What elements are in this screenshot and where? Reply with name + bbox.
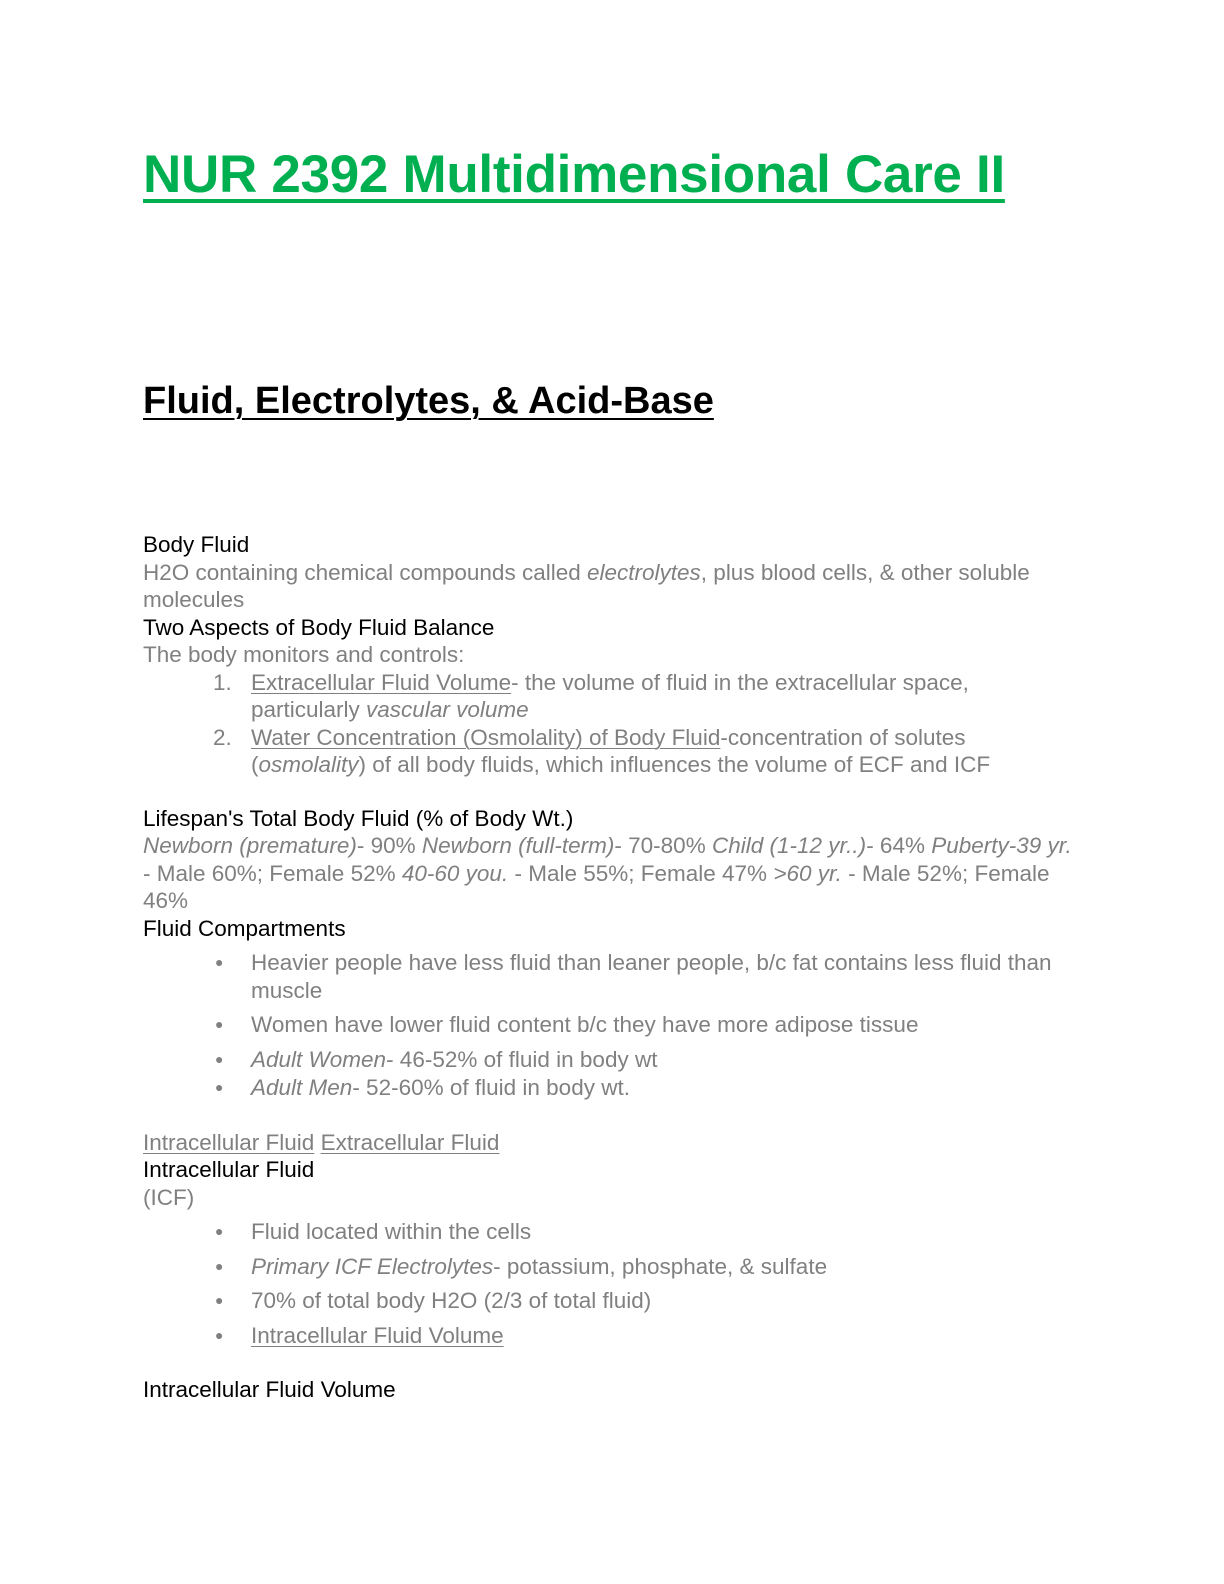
two-aspects-heading: Two Aspects of Body Fluid Balance (143, 614, 495, 640)
item-emphasis: Primary ICF Electrolytes (251, 1253, 494, 1279)
definition-text: H2O containing chemical compounds called (143, 559, 587, 585)
body-fluid-definition (143, 559, 1083, 614)
lifespan-value: - 64% (866, 833, 932, 858)
definition-emphasis: electrolytes (587, 559, 701, 585)
lifespan-stage: Puberty-39 yr. (931, 833, 1072, 858)
intracellular-fluid-volume-link[interactable]: Intracellular Fluid Volume (251, 1322, 504, 1348)
list-number: 1. (213, 669, 232, 695)
list-item (143, 1322, 1083, 1350)
lifespan-stage: Newborn (premature) (143, 833, 357, 858)
item-emphasis: Adult Men (251, 1075, 353, 1100)
list-item (143, 1046, 1083, 1074)
list-item (143, 724, 1083, 779)
bullet-icon: ● (215, 954, 224, 970)
item-text: Women have lower fluid content b/c they have more adipose tissue (251, 1012, 919, 1037)
document-body (143, 531, 1083, 1404)
bullet-icon: ● (215, 1079, 224, 1095)
item-text: - potassium, phosphate, & sulfate (493, 1253, 828, 1279)
compartments-heading: Fluid Compartments (143, 915, 346, 941)
item-text: Heavier people have less fluid than leaner people, b/c fat contains less fluid than muscle (251, 950, 1052, 1003)
lifespan-value: - Male 60%; Female 52% (143, 860, 402, 886)
aspects-list (143, 669, 1083, 779)
list-item (143, 1253, 1083, 1281)
item-text: -concentration of solutes ( (251, 724, 966, 777)
item-text: - 46-52% of fluid in body wt (386, 1046, 658, 1072)
definition-text-end: , plus blood cells, & other soluble molecules (143, 559, 1030, 612)
item-text: 70% of total body H2O (2/3 of total fluid) (251, 1288, 652, 1313)
list-item (143, 1011, 1083, 1039)
intracellular-fluid-link[interactable]: Intracellular Fluid (143, 1129, 315, 1155)
icf-heading: Intracellular Fluid (143, 1157, 315, 1182)
two-aspects-intro: The body monitors and controls: (143, 642, 465, 667)
lifespan-heading: Lifespan's Total Body Fluid (% of Body Wt.) (143, 805, 574, 831)
item-text: - the volume of fluid in the extracellular space, particularly (251, 669, 969, 722)
bullet-icon: ● (215, 1292, 224, 1308)
list-item (143, 1074, 1083, 1102)
lifespan-stage: >60 yr. (773, 860, 842, 886)
fluid-links-row (143, 1129, 1083, 1157)
bullet-icon: ● (215, 1016, 224, 1032)
list-number: 2. (213, 724, 232, 750)
lifespan-value: - Male 52%; Female 46% (143, 860, 1050, 913)
lifespan-stage: 40-60 you. (401, 860, 509, 886)
lifespan-value: - 90% (356, 833, 422, 858)
bullet-icon: ● (215, 1326, 224, 1343)
body-fluid-heading: Body Fluid (143, 532, 250, 557)
compartments-list (143, 949, 1083, 1102)
icf-volume-heading: Intracellular Fluid Volume (143, 1377, 396, 1402)
list-item (143, 949, 1083, 1004)
item-text: - 52-60% of fluid in body wt. (352, 1075, 630, 1100)
list-item (143, 1287, 1083, 1315)
lifespan-value: - 70-80% (614, 833, 712, 858)
list-item (143, 1218, 1083, 1246)
lifespan-stage: Newborn (full-term) (421, 833, 615, 858)
icf-list (143, 1218, 1083, 1349)
osmolality-link[interactable]: Water Concentration (Osmolality) of Body Fluid (251, 724, 721, 750)
lifespan-stage: Child (1-12 yr..) (711, 833, 867, 858)
item-emphasis: Adult Women (251, 1046, 387, 1072)
bullet-icon: ● (215, 1050, 224, 1067)
icf-abbreviation: (ICF) (143, 1184, 195, 1210)
extracellular-fluid-volume-link[interactable]: Extracellular Fluid Volume (251, 669, 512, 695)
extracellular-fluid-link[interactable]: Extracellular Fluid (320, 1129, 500, 1155)
section-title: Fluid, Electrolytes, & Acid-Base (143, 380, 714, 422)
item-emphasis: osmolality (258, 752, 359, 777)
item-emphasis: vascular volume (366, 697, 529, 722)
item-text-end: ) of all body fluids, which influences the volume of ECF and ICF (358, 752, 991, 777)
list-item (143, 669, 1083, 724)
lifespan-text (143, 832, 1083, 915)
bullet-icon: ● (215, 1257, 224, 1274)
page-title: NUR 2392 Multidimensional Care II (143, 145, 1005, 204)
item-text: Fluid located within the cells (251, 1219, 532, 1244)
bullet-icon: ● (215, 1223, 224, 1239)
lifespan-value: - Male 55%; Female 47% (508, 860, 774, 886)
